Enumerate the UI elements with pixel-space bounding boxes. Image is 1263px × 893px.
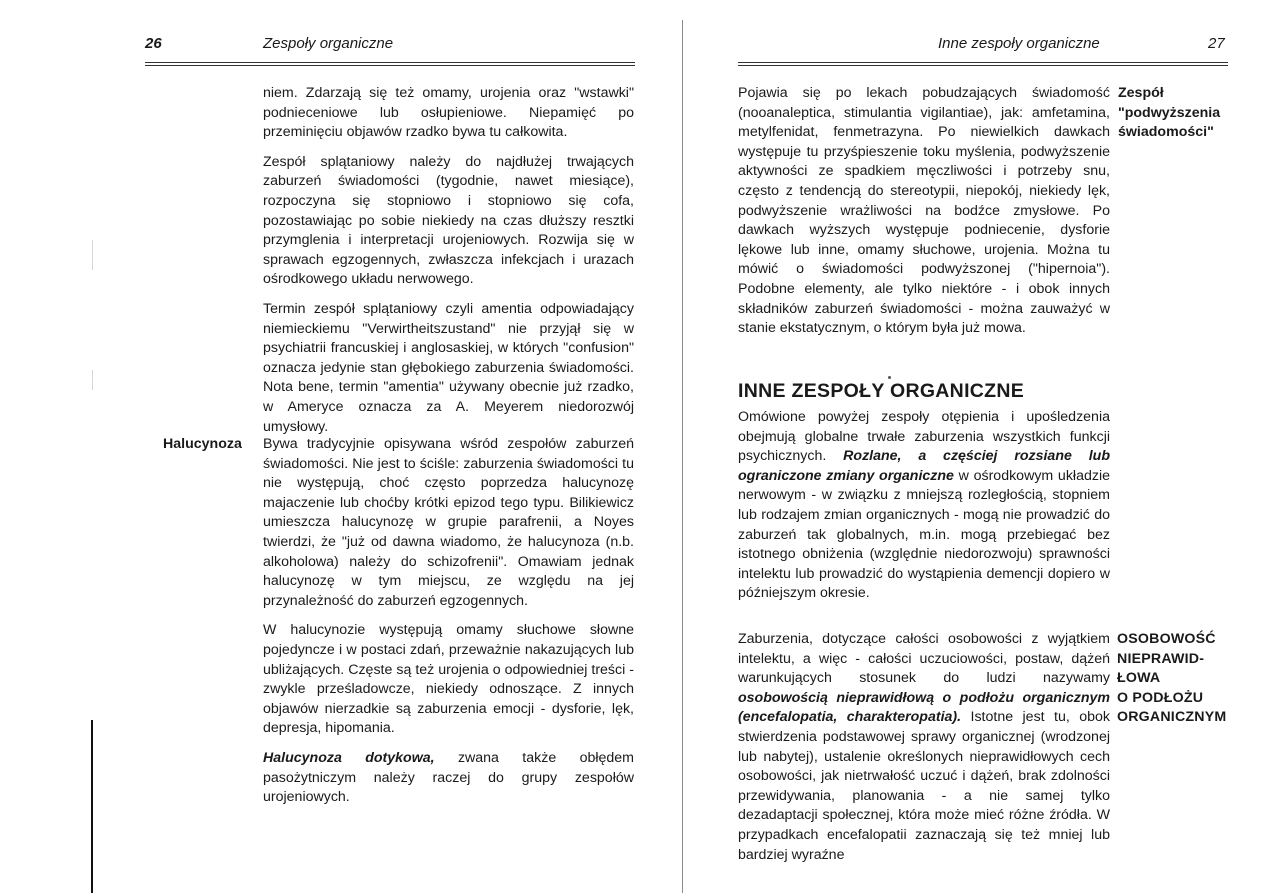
paragraph-rest: zwana także obłędem pasożytniczym należy raczej do grupy zespołów urojeniowych.	[263, 749, 635, 806]
halucynoza-text	[263, 435, 634, 818]
text-run: Zaburzenia, dotyczące całości osobowości z wyjątkiem intelektu, a więc - całości uczuciowości, postaw, dążeń warunkujących stosunek do ludzi nazywamy	[738, 631, 1110, 687]
margin-line: O PODŁOŻU	[1117, 689, 1204, 706]
emphasis: osobowością nieprawidłową o podłożu organicznym (encefalopatia, charakteropatia).	[738, 689, 1110, 726]
margin-line: NIEPRAWID-	[1117, 650, 1205, 667]
emphasis: Rozlane, a częściej rozsiane lub ograniczone zmiany organiczne	[738, 448, 1110, 484]
paragraph-section	[738, 408, 1110, 604]
margin-line: Zespół	[1118, 85, 1164, 101]
margin-label-osobowosc	[1117, 630, 1226, 728]
scan-mark	[92, 370, 93, 390]
margin-line: ŁOWA	[1117, 670, 1161, 687]
section-heading: INNE ZESPOŁY ORGANICZNE	[738, 380, 1025, 402]
paragraph-osobowosc	[738, 630, 1110, 865]
header-rule	[145, 62, 635, 63]
page-number: 26	[145, 35, 162, 52]
margin-line: OSOBOWOŚĆ	[1117, 631, 1216, 647]
right-page	[680, 0, 1263, 893]
scan-mark	[92, 240, 93, 270]
margin-line: świadomości"	[1118, 124, 1214, 141]
paragraph: niem. Zdarzają się też omamy, urojenia oraz "wstawki" podnieceniowe lub osłupieniowe. Niepamięć po przeminięciu objawów rzadko bywa tu całkowita.	[263, 85, 634, 141]
header-rule	[738, 65, 1228, 66]
spine-edge	[91, 720, 93, 893]
margin-label-podwyzszenia	[1118, 84, 1220, 143]
paragraph: Bywa tradycyjnie opisywana wśród zespołów zaburzeń świadomości. Nie jest to ściśle: zaburzenia świadomości tu nie występują, choć często poprzedza halucynozę majaczenie lub choćby krótki epizod tego typu. Bilikiewicz umieszcza halucynozę w grupie parafrenii, a Noyes twierdzi, że "już od dawna wiadomo, że halucynoza (n.b. alkoholowa) należy do schizofrenii". Omawiam jednak halucynozę w tym miejscu, ze względu na jej przynależność do zaburzeń egzogennych.	[263, 436, 634, 609]
text-run: w ośrodkowym układzie nerwowym - w związku z mniejszą rozległością, stopniem lub rodzajem zmian organicznych - mogą nie prowadzić do zaburzeń tak globalnych, m.in. mogą przebiegać bez istotnego obniżenia (względnie niedorozwoju) sprawności intelektu lub prowadzić do wystąpienia demencji dopiero w późniejszym okresie.	[738, 467, 1110, 602]
margin-line: "podwyższenia	[1118, 104, 1221, 121]
running-head: Inne zespoły organiczne	[938, 35, 1100, 52]
running-head: Zespoły organiczne	[263, 35, 394, 52]
paragraph: Zespół splątaniowy należy do najdłużej trwających zaburzeń świadomości (tygodnie, nawet miesiące), rozpoczyna się stopniowo i stopniowo się cofa, pozostawiając po sobie niekiedy na czas dłuższy resztki przymglenia i interpretacji urojeniowych. Rozwija się w sprawach egzogennych, zwłaszcza infekcjach i urazach ośrodkowego układu nerwowego.	[263, 153, 634, 288]
header-rule	[145, 65, 635, 66]
page-number: 27	[1208, 35, 1225, 52]
text-run: Omówione powyżej zespoły otępienia i upośledzenia obejmują globalne trwałe zaburzenia wszystkich funkcji psychicznych.	[738, 409, 1110, 465]
margin-label-halucynoza: Halucynoza	[163, 436, 242, 452]
scan-dot	[888, 376, 891, 379]
paragraph-stimulants: Pojawia się po lekach pobudzających świadomość (nooanaleptica, stimulantia vigilantiae), jak: amfetamina, metylfenidat, fenmetrazyna. Po niewielkich dawkach występuje tu przyśpieszenie toku myślenia, podwyższenie aktywności ze spadkiem męczliwości i potrzeby snu, często z tendencją do stereotypii, niepokój, niekiedy lęk, podwyższenie wrażliwości na bodźce zmysłowe. Po dawkach wyższych występuje podniecenie, dysforie lękowe lub inne, omamy słuchowe, urojenia. Można tu mówić o świadomości podwyższonej ("hipernoia"). Podobne elementy, ale tylko niektóre - i obok innych składników zaburzeń świadomości - można zauważyć w stanie ekstatycznym, o którym była już mowa.	[738, 85, 1110, 337]
term-halucynoza-dotykowa: Halucynoza dotykowa,	[263, 749, 435, 766]
header-rule	[738, 62, 1228, 63]
paragraph	[263, 749, 634, 808]
paragraph: Termin zespół splątaniowy czyli amentia odpowiadający niemieckiemu "Verwirtheitszustand" nie przyjął się w psychiatrii francuskiej i anglosaskiej, w których "confusion" oznacza jedynie stan głębokiego zaburzenia świadomości. Nota bene, termin "amentia" używany obecnie już rzadko, w Ameryce oznacza za A. Meyerem niedorozwój umysłowy.	[263, 300, 634, 435]
paragraph: W halucynozie występują omamy słuchowe słowne pojedyncze i w postaci zdań, przeważnie nakazujących lub ubliżających. Częste są też urojenia o odpowiedniej treści - zwykle prześladowcze, niekiedy odnoszące. Z innych objawów nierzadkie są zaburzenia emocji - dysforie, lęk, depresja, hipomania.	[263, 622, 634, 737]
margin-line: ORGANICZNYM	[1117, 709, 1227, 726]
text-run: Istotne jest tu, obok stwierdzenia podstawowej sprawy organicznej (wrodzonej lub nabytej), ustalenie określonych nieprawidłowych cech osobowości, jak nietrwałość uczuć i dążeń, brak zdolności przewidywania, planowania - a nie samej tylko dezadaptacji społecznej, która może mieć różne źródła. W przypadkach encefalopatii zaznaczają się też mniej lub bardziej wyraźne	[738, 709, 1110, 863]
body-text	[263, 84, 634, 447]
